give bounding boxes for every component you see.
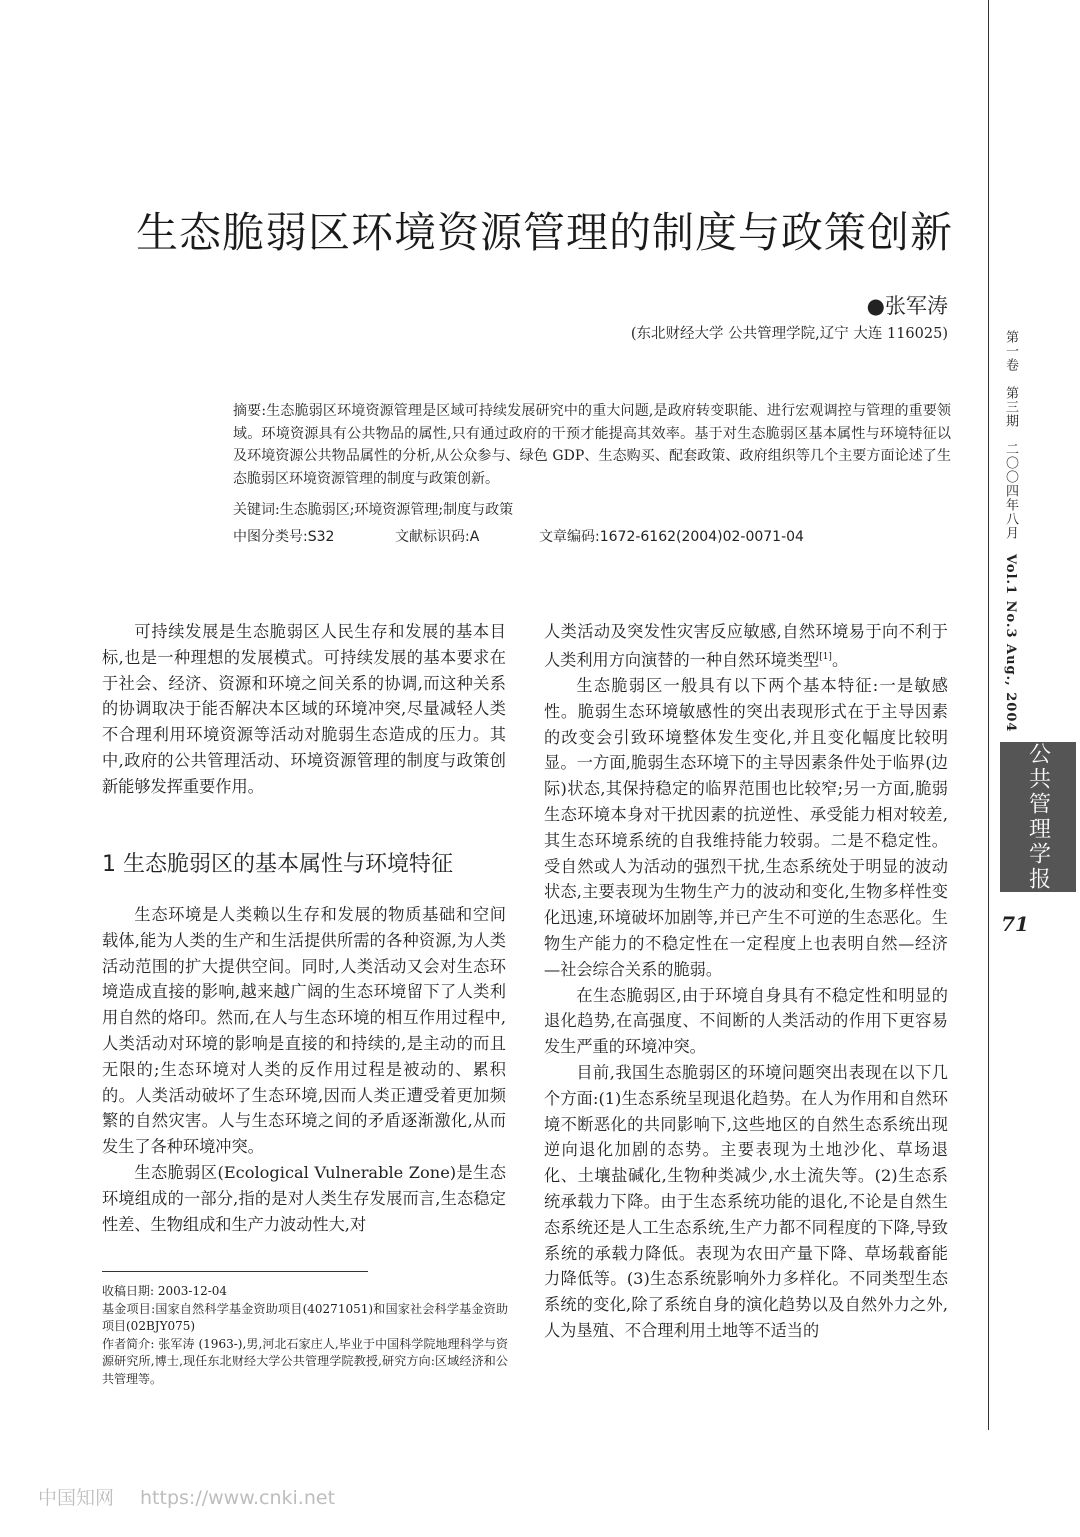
journal-name: 公共管理学报	[1025, 742, 1051, 892]
page-number: 71	[1001, 912, 1029, 936]
paragraph-text: 人类活动及突发性灾害反应敏感,自然环境易于向不利于人类利用方向演替的一种自然环境类型	[544, 622, 948, 670]
author-name: ●张军涛	[866, 294, 948, 318]
volume-en: Vol.1 No.3 Aug., 2004	[1003, 554, 1018, 733]
margin-rule	[988, 0, 989, 1430]
keywords: 关键词:生态脆弱区;环境资源管理;制度与政策	[233, 502, 514, 518]
watermark-url[interactable]: https://www.cnki.net	[140, 1487, 336, 1509]
citation-ref[interactable]: [1]	[819, 651, 832, 662]
article-title: 生态脆弱区环境资源管理的制度与政策创新	[136, 208, 954, 257]
clc-number: 中图分类号:S32	[233, 529, 335, 545]
journal-tab	[1000, 742, 1076, 892]
classification-row	[233, 526, 804, 546]
document-code: 文献标识码:A	[395, 529, 480, 545]
paragraph: 生态脆弱区(Ecological Vulnerable Zone)是生态环境组成的一部分,指的是对人类生存发展而言,生态稳定性差、生物组成和生产力波动性大,对	[102, 1162, 506, 1234]
section-heading: 1 生态脆弱区的基本属性与环境特征	[102, 852, 453, 877]
body-column-right	[544, 619, 948, 1344]
paragraph	[544, 619, 948, 673]
paragraph: 生态脆弱区一般具有以下两个基本特征:一是敏感性。脆弱生态环境敏感性的突出表现形式在于主导因素的改变会引致环境整体发生变化,并且变化幅度比较明显。一方面,脆弱生态环境下的主导因素条件处于临界(边际)状态,其保持稳定的临界范围也比较窄;另一方面,脆弱生态环境本身对干扰因素的抗逆性、承受能力相对较差,其生态环境系统的自我维持能力较弱。二是不稳定性。受自然或人为活动的强烈干扰,生态系统处于明显的波动状态,主要表现为生物生产力的波动和变化,生物多样性变化迅速,环境破坏加剧等,并已产生不可逆的生态恶化。生物生产能力的不稳定性在一定程度上也表明自然—经济—社会综合关系的脆弱。	[544, 675, 948, 979]
body-column-left	[102, 902, 506, 1237]
paragraph: 在生态脆弱区,由于环境自身具有不稳定性和明显的退化趋势,在高强度、不间断的人类活动的作用下更容易发生严重的环境冲突。	[544, 985, 948, 1057]
article-number: 文章编码:1672-6162(2004)02-0071-04	[539, 529, 804, 545]
author-bio: 作者简介: 张军涛 (1963-),男,河北石家庄人,毕业于中国科学院地理科学与资源研究所,博士,现任东北财经大学公共管理学院教授,研究方向:区域经济和公共管理等。	[102, 1336, 508, 1386]
issue-info	[1001, 330, 1020, 732]
paragraph: 生态环境是人类赖以生存和发展的物质基础和空间载体,能为人类的生产和生活提供所需的各种资源,为人类活动范围的扩大提供空间。同时,人类活动又会对生态环境造成直接的影响,越来越广阔的生态环境留下了人类利用自然的烙印。然而,在人与生态环境的相互作用过程中,人类活动对环境的影响是直接的和持续的,是主动的而且无限的;生态环境对人类的反作用过程是被动的、累积的。人类活动破坏了生态环境,因而人类正遭受着更加频繁的自然灾害。人与生态环境之间的矛盾逐渐激化,从而发生了各种环境冲突。	[102, 905, 506, 1157]
watermark-brand: 中国知网	[38, 1487, 115, 1509]
paragraph: 目前,我国生态脆弱区的环境问题突出表现在以下几个方面:(1)生态系统呈现退化趋势。在人为作用和自然环境不断恶化的共同影响下,这些地区的自然生态系统出现逆向退化加剧的态势。主要表现为土地沙化、草场退化、土壤盐碱化,生物种类减少,水土流失等。(2)生态系统承载力下降。由于生态系统功能的退化,不论是自然生态系统还是人工生态系统,生产力都不同程度的下降,导致系统的承载力降低。表现为农田产量下降、草场载畜能力降低等。(3)生态系统影响外力多样化。不同类型生态系统的变化,除了系统自身的演化趋势以及自然外力之外,人为垦殖、不合理利用土地等不适当的	[544, 1062, 948, 1340]
date-cn: 二〇〇四年八月	[1003, 442, 1018, 540]
body-column-left-top	[102, 619, 506, 800]
abstract: 摘要:生态脆弱区环境资源管理是区域可持续发展研究中的重大问题,是政府转变职能、进行宏观调控与管理的重要领域。环境资源具有公共物品的属性,只有通过政府的干预才能提高其效率。基于对生态脆弱区基本属性与环境特征以及环境资源公共物品属性的分析,从公众参与、绿色 GDP、生态购买、配套政策、政府组织等几个主要方面论述了生态脆弱区环境资源管理的制度与政策创新。	[233, 403, 951, 487]
author-affiliation: (东北财经大学 公共管理学院,辽宁 大连 116025)	[630, 326, 948, 342]
volume-cn: 第一卷	[1003, 330, 1018, 372]
received-date: 收稿日期: 2003-12-04	[102, 1284, 228, 1298]
issue-cn: 第三期	[1003, 386, 1018, 428]
footnote-divider	[102, 1271, 368, 1272]
fund-info: 基金项目:国家自然科学基金资助项目(40271051)和国家社会科学基金资助项目(02BJY075)	[102, 1301, 508, 1333]
intro-paragraph: 可持续发展是生态脆弱区人民生存和发展的基本目标,也是一种理想的发展模式。可持续发展的基本要求在于社会、经济、资源和环境之间关系的协调,而这种关系的协调取决于能否解决本区域的环境冲突,尽量减轻人类不合理利用环境资源等活动对脆弱生态造成的压力。其中,政府的公共管理活动、环境资源管理的制度与政策创新能够发挥重要作用。	[102, 622, 506, 796]
watermark	[38, 1483, 361, 1510]
footnotes	[102, 1283, 508, 1388]
paragraph-end: 。	[831, 650, 849, 670]
